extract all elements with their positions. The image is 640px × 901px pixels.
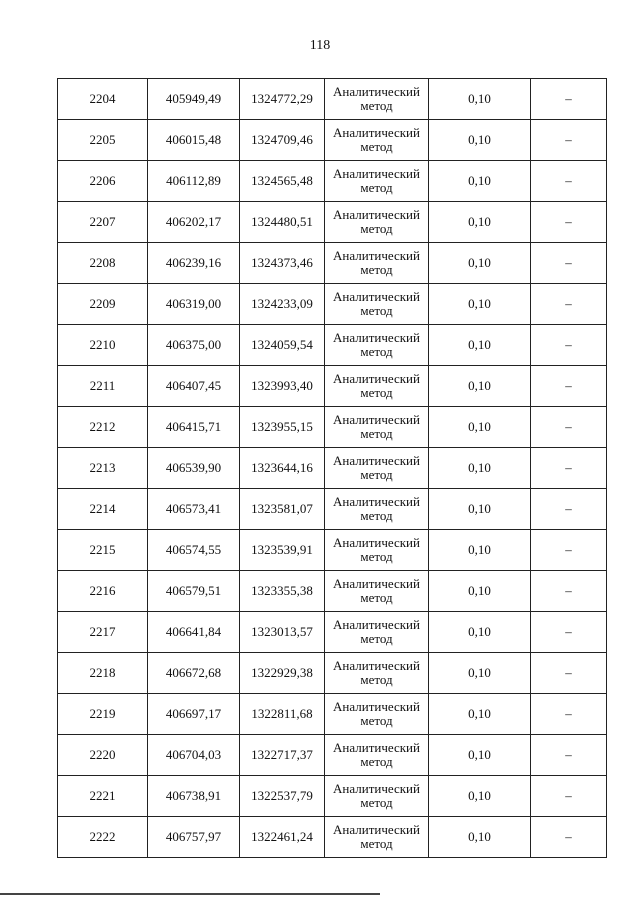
method-cell [325,776,429,817]
method-cell [325,694,429,735]
method-line-1: Аналитический [333,576,420,591]
method-line-1: Аналитический [333,166,420,181]
x-coordinate-cell: 406672,68 [148,653,240,694]
x-coordinate-cell: 406738,91 [148,776,240,817]
method-cell [325,612,429,653]
y-coordinate-cell: 1324373,46 [240,243,325,284]
precision-cell: 0,10 [429,489,531,530]
method-line-1: Аналитический [333,207,420,222]
precision-cell: 0,10 [429,776,531,817]
method-line-2: метод [360,426,393,441]
method-line-1: Аналитический [333,494,420,509]
precision-cell: 0,10 [429,161,531,202]
point-number-cell: 2204 [58,79,148,120]
precision-cell: 0,10 [429,694,531,735]
table-row [58,612,607,653]
x-coordinate-cell: 406202,17 [148,202,240,243]
point-number-cell: 2209 [58,284,148,325]
precision-cell: 0,10 [429,79,531,120]
dash-cell: – [531,489,607,530]
precision-cell: 0,10 [429,366,531,407]
dash-cell: – [531,325,607,366]
x-coordinate-cell: 406539,90 [148,448,240,489]
table-row [58,161,607,202]
table-row [58,489,607,530]
method-line-1: Аналитический [333,658,420,673]
method-line-2: метод [360,303,393,318]
method-line-1: Аналитический [333,84,420,99]
method-cell [325,366,429,407]
table-body [58,79,607,858]
table-row [58,571,607,612]
dash-cell: – [531,407,607,448]
precision-cell: 0,10 [429,202,531,243]
method-line-1: Аналитический [333,371,420,386]
y-coordinate-cell: 1323993,40 [240,366,325,407]
dash-cell: – [531,776,607,817]
dash-cell: – [531,366,607,407]
x-coordinate-cell: 406641,84 [148,612,240,653]
table-row [58,366,607,407]
method-line-2: метод [360,262,393,277]
method-line-2: метод [360,672,393,687]
dash-cell: – [531,243,607,284]
method-line-1: Аналитический [333,289,420,304]
y-coordinate-cell: 1324565,48 [240,161,325,202]
dash-cell: – [531,79,607,120]
table-row [58,776,607,817]
precision-cell: 0,10 [429,407,531,448]
table-row [58,79,607,120]
method-line-1: Аналитический [333,781,420,796]
method-cell [325,735,429,776]
scan-edge-line [0,893,380,895]
dash-cell: – [531,612,607,653]
precision-cell: 0,10 [429,735,531,776]
table-row [58,694,607,735]
x-coordinate-cell: 406112,89 [148,161,240,202]
method-line-1: Аналитический [333,617,420,632]
table-row [58,325,607,366]
method-cell [325,530,429,571]
method-line-2: метод [360,180,393,195]
y-coordinate-cell: 1322811,68 [240,694,325,735]
method-line-1: Аналитический [333,740,420,755]
y-coordinate-cell: 1323013,57 [240,612,325,653]
method-line-2: метод [360,549,393,564]
method-line-2: метод [360,713,393,728]
point-number-cell: 2208 [58,243,148,284]
method-line-1: Аналитический [333,453,420,468]
y-coordinate-cell: 1324709,46 [240,120,325,161]
dash-cell: – [531,120,607,161]
dash-cell: – [531,735,607,776]
point-number-cell: 2211 [58,366,148,407]
method-cell [325,284,429,325]
point-number-cell: 2213 [58,448,148,489]
method-line-2: метод [360,508,393,523]
method-line-2: метод [360,754,393,769]
point-number-cell: 2210 [58,325,148,366]
y-coordinate-cell: 1322929,38 [240,653,325,694]
dash-cell: – [531,653,607,694]
y-coordinate-cell: 1324772,29 [240,79,325,120]
dash-cell: – [531,161,607,202]
table-row [58,817,607,858]
point-number-cell: 2206 [58,161,148,202]
dash-cell: – [531,694,607,735]
method-cell [325,448,429,489]
point-number-cell: 2220 [58,735,148,776]
dash-cell: – [531,202,607,243]
point-number-cell: 2216 [58,571,148,612]
y-coordinate-cell: 1323581,07 [240,489,325,530]
y-coordinate-cell: 1323644,16 [240,448,325,489]
precision-cell: 0,10 [429,571,531,612]
table-row [58,202,607,243]
dash-cell: – [531,284,607,325]
method-cell [325,202,429,243]
method-cell [325,161,429,202]
table-row [58,407,607,448]
y-coordinate-cell: 1324233,09 [240,284,325,325]
x-coordinate-cell: 406015,48 [148,120,240,161]
method-line-2: метод [360,590,393,605]
dash-cell: – [531,448,607,489]
y-coordinate-cell: 1324480,51 [240,202,325,243]
dash-cell: – [531,817,607,858]
method-line-2: метод [360,795,393,810]
precision-cell: 0,10 [429,448,531,489]
precision-cell: 0,10 [429,653,531,694]
method-line-1: Аналитический [333,535,420,550]
method-cell [325,817,429,858]
method-line-2: метод [360,467,393,482]
point-number-cell: 2212 [58,407,148,448]
coordinates-table [57,78,607,858]
x-coordinate-cell: 406375,00 [148,325,240,366]
point-number-cell: 2222 [58,817,148,858]
x-coordinate-cell: 406319,00 [148,284,240,325]
x-coordinate-cell: 406415,71 [148,407,240,448]
x-coordinate-cell: 405949,49 [148,79,240,120]
point-number-cell: 2219 [58,694,148,735]
dash-cell: – [531,530,607,571]
x-coordinate-cell: 406579,51 [148,571,240,612]
method-cell [325,120,429,161]
table-row [58,243,607,284]
page-number: 118 [309,38,331,53]
method-line-1: Аналитический [333,699,420,714]
method-line-2: метод [360,631,393,646]
point-number-cell: 2221 [58,776,148,817]
method-cell [325,489,429,530]
method-line-1: Аналитический [333,822,420,837]
table-row [58,448,607,489]
point-number-cell: 2205 [58,120,148,161]
point-number-cell: 2207 [58,202,148,243]
precision-cell: 0,10 [429,243,531,284]
method-line-1: Аналитический [333,412,420,427]
table-row [58,120,607,161]
y-coordinate-cell: 1323955,15 [240,407,325,448]
precision-cell: 0,10 [429,284,531,325]
method-cell [325,407,429,448]
precision-cell: 0,10 [429,530,531,571]
y-coordinate-cell: 1322461,24 [240,817,325,858]
method-line-2: метод [360,836,393,851]
method-cell [325,653,429,694]
method-line-1: Аналитический [333,125,420,140]
table-row [58,735,607,776]
point-number-cell: 2217 [58,612,148,653]
method-line-2: метод [360,385,393,400]
x-coordinate-cell: 406697,17 [148,694,240,735]
x-coordinate-cell: 406573,41 [148,489,240,530]
precision-cell: 0,10 [429,325,531,366]
point-number-cell: 2214 [58,489,148,530]
precision-cell: 0,10 [429,817,531,858]
method-cell [325,79,429,120]
method-line-2: метод [360,344,393,359]
y-coordinate-cell: 1322717,37 [240,735,325,776]
method-line-1: Аналитический [333,248,420,263]
y-coordinate-cell: 1323539,91 [240,530,325,571]
point-number-cell: 2215 [58,530,148,571]
method-cell [325,243,429,284]
method-line-2: метод [360,139,393,154]
method-cell [325,325,429,366]
y-coordinate-cell: 1324059,54 [240,325,325,366]
x-coordinate-cell: 406407,45 [148,366,240,407]
x-coordinate-cell: 406757,97 [148,817,240,858]
table-row [58,284,607,325]
method-line-1: Аналитический [333,330,420,345]
x-coordinate-cell: 406574,55 [148,530,240,571]
y-coordinate-cell: 1322537,79 [240,776,325,817]
precision-cell: 0,10 [429,612,531,653]
point-number-cell: 2218 [58,653,148,694]
y-coordinate-cell: 1323355,38 [240,571,325,612]
x-coordinate-cell: 406239,16 [148,243,240,284]
method-line-2: метод [360,221,393,236]
dash-cell: – [531,571,607,612]
method-line-2: метод [360,98,393,113]
method-cell [325,571,429,612]
x-coordinate-cell: 406704,03 [148,735,240,776]
precision-cell: 0,10 [429,120,531,161]
table-row [58,530,607,571]
table-row [58,653,607,694]
